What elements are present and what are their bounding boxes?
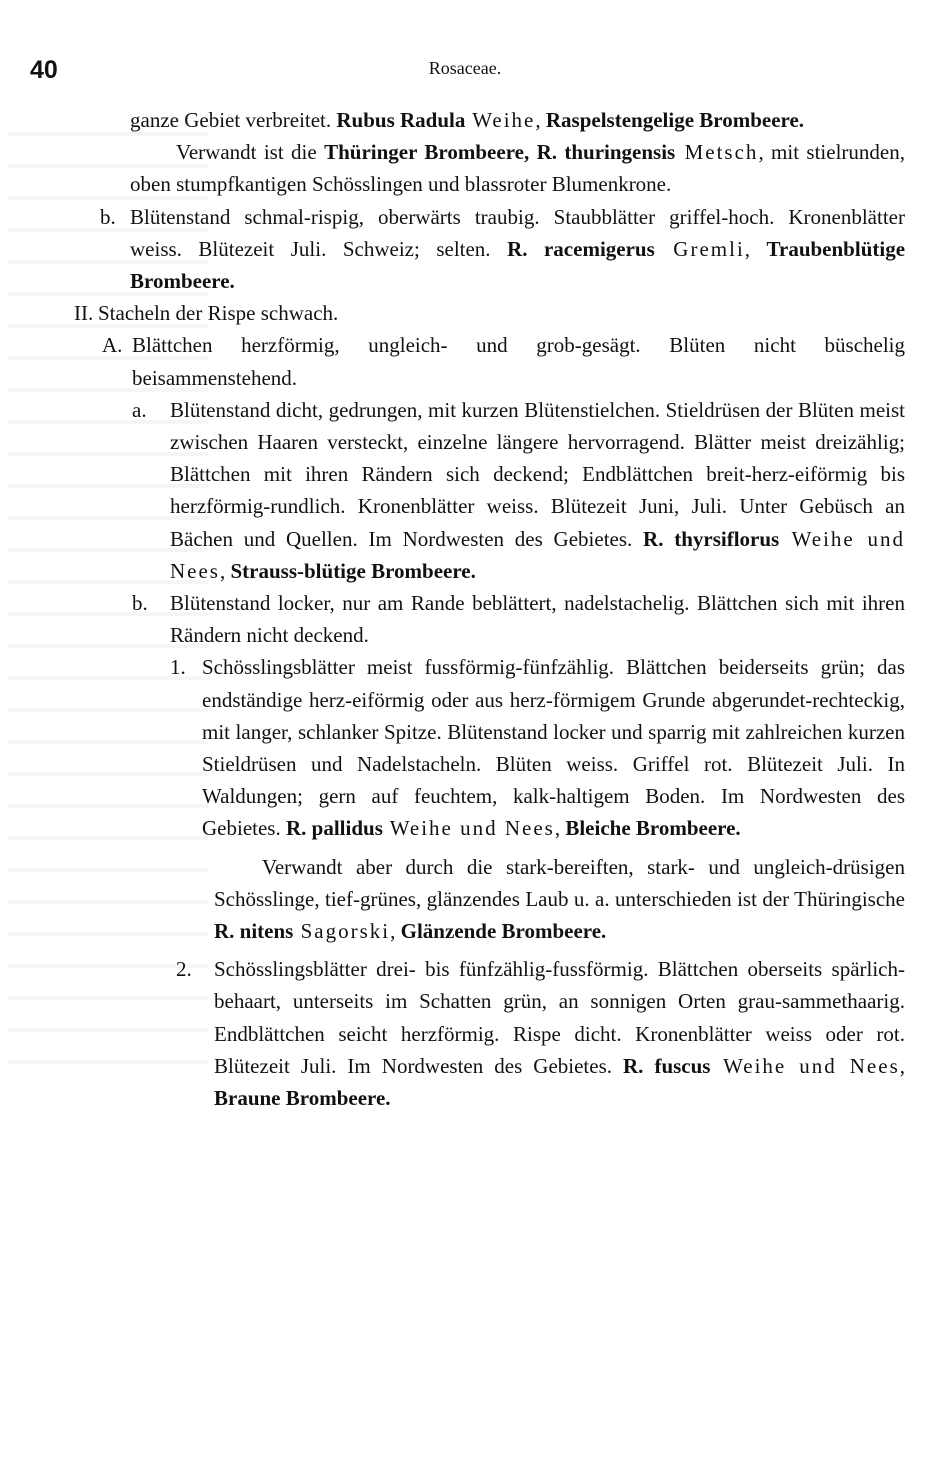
paragraph-nitens: Verwandt aber durch die stark-bereiften, stark- und ungleich-drüsigen Schösslinge, tief-grünes, glänzendes Laub u. a. unterschieden ist der Thüringische R. nitens Sagorski, Glänzende Brombeere. [214, 854, 905, 944]
key-item-A: A. Blättchen herzförmig, ungleich- und grob-gesägt. Blüten nicht büschelig beisammenstehend. [60, 329, 905, 393]
common-name: Thüringer Brombeere, R. thuringensis [324, 140, 676, 165]
author-name: Sagorski [293, 919, 391, 944]
common-name: Bleiche Brombeere. [565, 816, 741, 841]
item-marker: 2. [176, 957, 192, 982]
running-head: Rosaceae. [428, 58, 502, 78]
common-name: Glänzende Brombeere. [400, 919, 607, 944]
section-II: II. Stacheln der Rispe schwach. [60, 297, 905, 329]
author-name: Weihe und Nees [382, 816, 555, 841]
item-marker: A. [102, 333, 123, 358]
item-marker: b. [100, 204, 116, 229]
species-name: R. thyrsiflorus [643, 526, 780, 551]
page-header [0, 56, 930, 86]
author-name: Gremli [654, 236, 745, 261]
item-marker: a. [132, 397, 147, 422]
common-name: Strauss-blütige Brombeere. [230, 558, 476, 583]
author-name: Metsch [675, 140, 759, 165]
page-number: 40 [30, 56, 58, 84]
paragraph-radula: ganze Gebiet verbreitet. Rubus Radula Weihe, Raspelstengelige Brombeere. [130, 108, 805, 132]
author-name: Weihe und Nees [710, 1053, 900, 1078]
key-item-b-locker: b. Blütenstand locker, nur am Rande beblättert, nadelstachelig. Blättchen sich mit ihren Rändern nicht deckend. [60, 587, 905, 651]
key-item-b-racemigerus: b. Blütenstand schmal-rispig, oberwärts traubig. Staubblätter griffel-hoch. Kronenblätter weiss. Blütezeit Juli. Schweiz; selten. R. racemigerus Gremli, Traubenblütige Brombeere. [60, 201, 905, 298]
key-item-2-fuscus: 2. Schösslingsblätter drei- bis fünfzählig-fussförmig. Blättchen oberseits spärlich-behaart, unterseits im Schatten grün, an sonnigen Orten grau-sammethaarig. Endblättchen seicht herzförmig. Rispe dicht. Kronenblätter weiss oder rot. Blütezeit Juli. Im Nordwesten des Gebietes. R. fuscus Weihe und Nees, Braune Brombeere. [60, 953, 905, 1114]
key-item-1-pallidus: 1. Schösslingsblätter meist fussförmig-fünfzählig. Blättchen beiderseits grün; das endständige herz-eiförmig oder aus herz-förmigem Grunde abgerundet-rechteckig, mit langer, schlanker Spitze. Blütenstand locker und sparrig mit zahlreichen kurzen Stieldrüsen und Nadelstacheln. Blüten weiss. Griffel rot. Blütezeit Juli. In Waldungen; gern auf feuchtem, kalk-haltigem Boden. Im Nordwesten des Gebietes. R. pallidus Weihe und Nees, Bleiche Brombeere. [60, 651, 905, 844]
item-marker: b. [132, 591, 148, 616]
item-marker: II. [74, 301, 94, 326]
common-name: Raspelstengelige Brombeere. [545, 108, 805, 132]
author-name: Weihe [465, 108, 536, 132]
species-name: Rubus Radula [336, 108, 466, 132]
species-name: R. fuscus [623, 1053, 711, 1078]
author-name: Weihe und Nees [170, 526, 905, 583]
species-name: R. nitens [214, 919, 294, 944]
species-name: R. pallidus [285, 816, 383, 841]
page-body [60, 104, 905, 1114]
key-item-a-thyrsiflorus: a. Blütenstand dicht, gedrungen, mit kurzen Blütenstielchen. Stieldrüsen der Blüten meist zwischen Haaren versteckt, einzelne längere hervorragend. Blätter meist dreizählig; Blättchen mit ihren Rändern sich deckend; Endblättchen breit-herz-eiförmig bis herzförmig-rundlich. Kronenblätter weiss. Blütezeit Juni, Juli. Unter Gebüsch an Bächen und Quellen. Im Nordwesten des Gebietes. R. thyrsiflorus Weihe und Nees, Strauss-blütige Brombeere. [60, 394, 905, 587]
common-name: Traubenblütige Brombeere. [130, 236, 906, 294]
common-name: Braune Brombeere. [214, 1086, 391, 1111]
item-marker: 1. [170, 655, 186, 680]
species-name: R. racemigerus [507, 236, 655, 261]
paragraph-thuringensis: Verwandt ist die Thüringer Brombeere, R. thuringensis Metsch, mit stielrunden, oben stumpfkantigen Schösslingen und blassroter Blumenkrone. [130, 140, 905, 197]
